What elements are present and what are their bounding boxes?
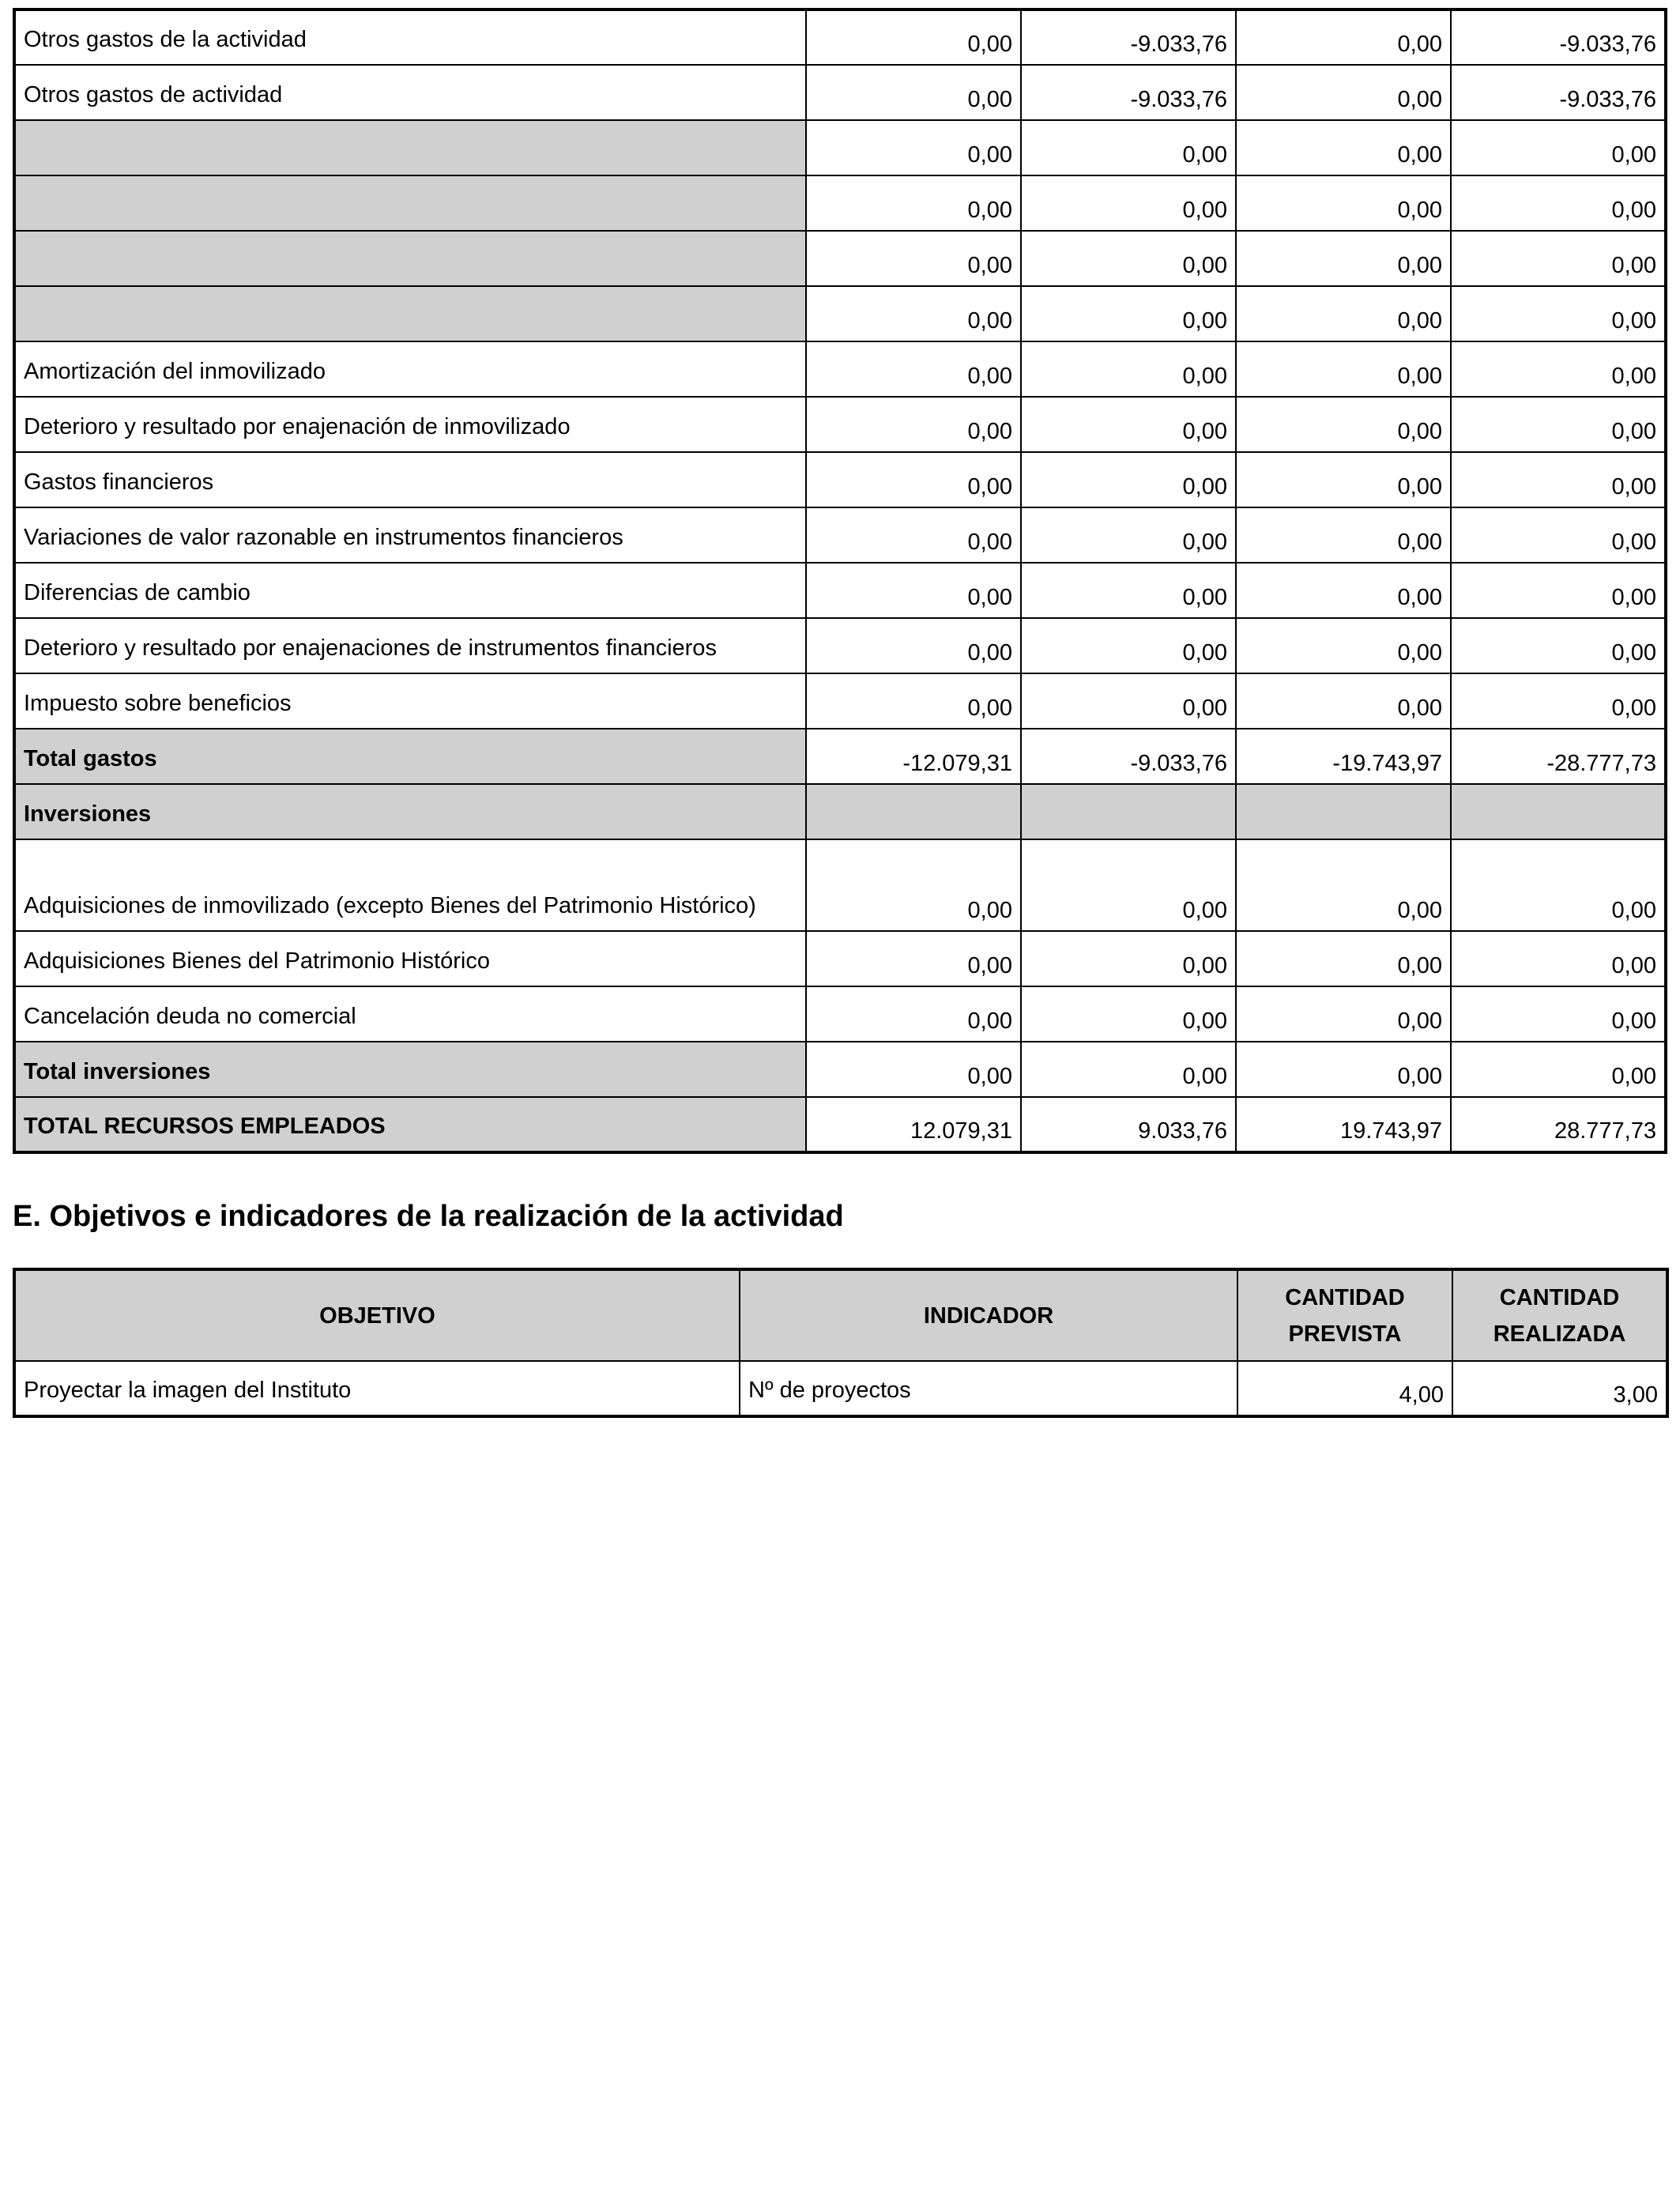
row-label: Total gastos [14, 729, 806, 784]
value-cell: 9.033,76 [1021, 1097, 1236, 1152]
value-cell: 0,00 [1236, 341, 1451, 397]
table-row [14, 397, 1666, 452]
value-cell [1451, 784, 1666, 839]
value-cell: 0,00 [1451, 839, 1666, 931]
header-cantidad-prevista [1237, 1269, 1452, 1361]
value-cell: 0,00 [1451, 120, 1666, 175]
resources-table-body [14, 9, 1666, 1152]
value-cell: 0,00 [806, 120, 1021, 175]
value-cell: 0,00 [1236, 120, 1451, 175]
value-cell: 0,00 [1021, 618, 1236, 673]
table-row [14, 931, 1666, 986]
value-cell: 0,00 [1236, 507, 1451, 563]
value-cell: -9.033,76 [1451, 9, 1666, 65]
value-cell: 0,00 [1021, 931, 1236, 986]
row-label: Variaciones de valor razonable en instrumentos financieros [14, 507, 806, 563]
value-cell: 0,00 [1451, 175, 1666, 231]
value-cell: 0,00 [1236, 618, 1451, 673]
value-cell: 0,00 [1236, 397, 1451, 452]
value-cell: 0,00 [1236, 563, 1451, 618]
value-cell: 0,00 [806, 341, 1021, 397]
row-label: Otros gastos de la actividad [14, 9, 806, 65]
table-row [14, 452, 1666, 507]
indicador-cell: Nº de proyectos [740, 1361, 1237, 1416]
row-label: Adquisiciones de inmovilizado (excepto Bienes del Patrimonio Histórico) [14, 839, 806, 931]
header-realizada-line-2: REALIZADA [1493, 1321, 1626, 1347]
row-label: Amortización del inmovilizado [14, 341, 806, 397]
value-cell: 0,00 [1021, 1042, 1236, 1097]
row-label: Gastos financieros [14, 452, 806, 507]
value-cell: -9.033,76 [1021, 9, 1236, 65]
value-cell: 0,00 [1021, 120, 1236, 175]
header-objetivo: OBJETIVO [14, 1269, 740, 1361]
value-cell: 0,00 [1236, 839, 1451, 931]
table-row [14, 175, 1666, 231]
table-row [14, 507, 1666, 563]
row-label: Otros gastos de actividad [14, 65, 806, 120]
value-cell: 0,00 [1021, 341, 1236, 397]
value-cell: 0,00 [806, 1042, 1021, 1097]
row-label: Adquisiciones Bienes del Patrimonio Histórico [14, 931, 806, 986]
table-row [14, 563, 1666, 618]
value-cell: 0,00 [806, 65, 1021, 120]
value-cell: 0,00 [1021, 175, 1236, 231]
row-label [14, 286, 806, 341]
value-cell: 0,00 [806, 397, 1021, 452]
value-cell [1236, 784, 1451, 839]
table-row [14, 839, 1666, 931]
value-cell: 0,00 [1236, 931, 1451, 986]
section-e-heading: E. Objetivos e indicadores de la realización de la actividad [13, 1200, 844, 1233]
value-cell: 0,00 [1236, 452, 1451, 507]
row-label [14, 120, 806, 175]
value-cell: 0,00 [806, 286, 1021, 341]
value-cell: 0,00 [806, 507, 1021, 563]
value-cell: 0,00 [1021, 231, 1236, 286]
value-cell: 0,00 [1451, 286, 1666, 341]
header-prevista-line-1: CANTIDAD [1285, 1284, 1405, 1310]
value-cell: 0,00 [1021, 507, 1236, 563]
row-label: Total inversiones [14, 1042, 806, 1097]
value-cell: 0,00 [1236, 986, 1451, 1042]
row-label: Impuesto sobre beneficios [14, 673, 806, 729]
table-row [14, 784, 1666, 839]
table-row [14, 618, 1666, 673]
value-cell: 0,00 [1451, 452, 1666, 507]
value-cell: -9.033,76 [1451, 65, 1666, 120]
table-row [14, 729, 1666, 784]
value-cell [1021, 784, 1236, 839]
table-row [14, 231, 1666, 286]
value-cell: -28.777,73 [1451, 729, 1666, 784]
value-cell: -9.033,76 [1021, 729, 1236, 784]
table-row [14, 673, 1666, 729]
cantidad-prevista-cell: 4,00 [1237, 1361, 1452, 1416]
value-cell: 19.743,97 [1236, 1097, 1451, 1152]
value-cell: 0,00 [1451, 231, 1666, 286]
value-cell: 0,00 [1451, 931, 1666, 986]
objectives-row [14, 1361, 1667, 1416]
value-cell: 0,00 [806, 986, 1021, 1042]
value-cell: 0,00 [1236, 673, 1451, 729]
row-label: Cancelación deuda no comercial [14, 986, 806, 1042]
value-cell: -9.033,76 [1021, 65, 1236, 120]
row-label [14, 175, 806, 231]
row-label: Deterioro y resultado por enajenaciones de instrumentos financieros [14, 618, 806, 673]
value-cell: 0,00 [806, 673, 1021, 729]
header-prevista-line-2: PREVISTA [1288, 1321, 1402, 1347]
value-cell: 28.777,73 [1451, 1097, 1666, 1152]
row-label: Deterioro y resultado por enajenación de inmovilizado [14, 397, 806, 452]
value-cell: 0,00 [806, 618, 1021, 673]
value-cell: -12.079,31 [806, 729, 1021, 784]
value-cell: 0,00 [1451, 507, 1666, 563]
value-cell: 0,00 [1451, 618, 1666, 673]
value-cell: 0,00 [1236, 231, 1451, 286]
value-cell: 0,00 [806, 9, 1021, 65]
value-cell: 0,00 [1451, 986, 1666, 1042]
value-cell: -19.743,97 [1236, 729, 1451, 784]
value-cell: 0,00 [1451, 563, 1666, 618]
value-cell: 0,00 [1021, 839, 1236, 931]
header-indicador: INDICADOR [740, 1269, 1237, 1361]
value-cell: 0,00 [1236, 9, 1451, 65]
table-row [14, 986, 1666, 1042]
value-cell [806, 784, 1021, 839]
objetivo-cell: Proyectar la imagen del Instituto [14, 1361, 740, 1416]
value-cell: 0,00 [806, 452, 1021, 507]
row-label: Diferencias de cambio [14, 563, 806, 618]
value-cell: 0,00 [1236, 286, 1451, 341]
value-cell: 0,00 [1236, 65, 1451, 120]
row-label [14, 231, 806, 286]
table-row [14, 286, 1666, 341]
header-cantidad-realizada [1452, 1269, 1667, 1361]
value-cell: 0,00 [1021, 397, 1236, 452]
table-row [14, 1042, 1666, 1097]
value-cell: 0,00 [1451, 1042, 1666, 1097]
value-cell: 0,00 [806, 839, 1021, 931]
objectives-header-row [14, 1269, 1667, 1361]
row-label: Inversiones [14, 784, 806, 839]
table-row [14, 341, 1666, 397]
table-row [14, 65, 1666, 120]
value-cell: 0,00 [806, 175, 1021, 231]
value-cell: 0,00 [1451, 341, 1666, 397]
row-label: TOTAL RECURSOS EMPLEADOS [14, 1097, 806, 1152]
value-cell: 0,00 [1021, 986, 1236, 1042]
value-cell: 0,00 [1236, 1042, 1451, 1097]
table-row [14, 1097, 1666, 1152]
value-cell: 12.079,31 [806, 1097, 1021, 1152]
value-cell: 0,00 [1021, 673, 1236, 729]
cantidad-realizada-cell: 3,00 [1452, 1361, 1667, 1416]
value-cell: 0,00 [1021, 452, 1236, 507]
table-row [14, 120, 1666, 175]
value-cell: 0,00 [1451, 397, 1666, 452]
value-cell: 0,00 [1236, 175, 1451, 231]
value-cell: 0,00 [806, 931, 1021, 986]
value-cell: 0,00 [1021, 563, 1236, 618]
value-cell: 0,00 [1021, 286, 1236, 341]
value-cell: 0,00 [1451, 673, 1666, 729]
resources-table [13, 8, 1667, 1154]
value-cell: 0,00 [806, 563, 1021, 618]
table-row [14, 9, 1666, 65]
value-cell: 0,00 [806, 231, 1021, 286]
objectives-table [13, 1268, 1669, 1418]
header-realizada-line-1: CANTIDAD [1499, 1284, 1620, 1310]
